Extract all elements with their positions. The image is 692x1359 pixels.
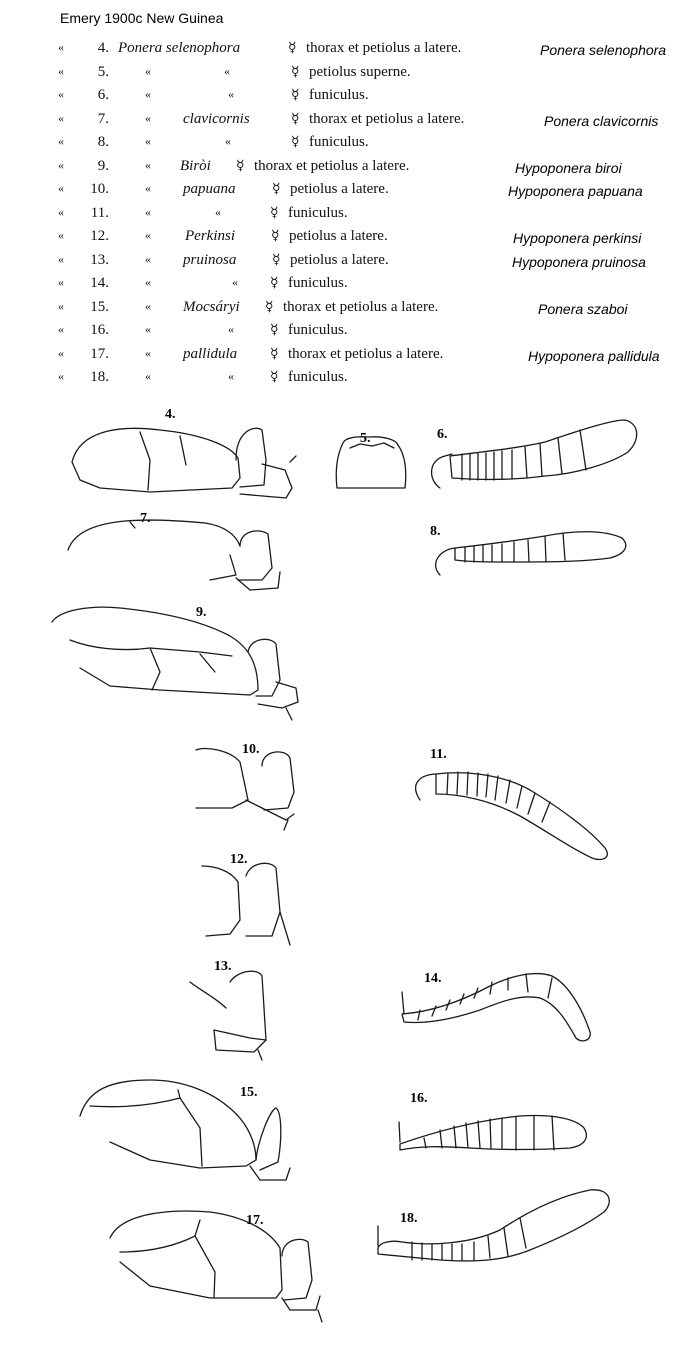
figure-10-petiole [196, 749, 294, 831]
legend-row [0, 40, 692, 62]
species-name: pruinosa [183, 251, 237, 268]
figure-number: 18. [90, 369, 109, 385]
ditto-mark: « [58, 110, 64, 125]
species-name: Mocsáryi [183, 298, 240, 315]
worker-symbol-icon: ☿ [291, 87, 300, 103]
genus-ditto-mark: « [145, 63, 151, 78]
figure-label: 6. [437, 427, 448, 442]
figure-number: 15. [90, 298, 109, 315]
figure-label: 7. [140, 511, 151, 526]
worker-symbol-icon: ☿ [291, 134, 300, 150]
figure-8-funiculus [436, 532, 626, 575]
body-part-caption: funiculus. [288, 275, 348, 291]
legend-row [0, 111, 692, 133]
ditto-mark: « [58, 345, 64, 360]
figure-12-petiole [202, 863, 290, 945]
species-name: « [228, 322, 234, 336]
body-part-caption: funiculus. [309, 87, 369, 103]
figure-9-thorax-petiole [52, 607, 298, 720]
figure-number: 10. [90, 181, 109, 197]
current-name-annotation: Hypoponera papuana [508, 183, 643, 199]
figure-label: 17. [246, 1213, 264, 1228]
species-name: « [215, 204, 221, 219]
worker-symbol-icon: ☿ [291, 110, 300, 127]
ditto-mark: « [58, 204, 64, 219]
body-part-caption: funiculus. [288, 322, 348, 338]
current-name-annotation: Hypoponera pallidula [528, 347, 660, 364]
current-name-annotation: Ponera szaboi [538, 300, 628, 317]
plate-figures [0, 390, 692, 1359]
body-part-caption: funiculus. [288, 369, 348, 385]
genus-ditto-mark: « [145, 157, 151, 172]
species-name: Perkinsi [185, 228, 235, 244]
ditto-mark: « [58, 251, 64, 266]
figure-label: 10. [242, 742, 260, 757]
species-name: clavicornis [183, 110, 250, 127]
genus-ditto-mark: « [145, 204, 151, 219]
legend-row [0, 158, 692, 180]
figure-number: 7. [97, 110, 109, 127]
page-title: Emery 1900c New Guinea [60, 10, 224, 26]
worker-symbol-icon: ☿ [271, 228, 280, 244]
current-name-annotation: Hypoponera biroi [515, 159, 622, 176]
species-name: Biròi [180, 157, 211, 174]
worker-symbol-icon: ☿ [270, 345, 279, 362]
genus-ditto-mark: « [145, 298, 151, 313]
figure-label: 11. [430, 747, 447, 762]
figure-number: 4. [97, 40, 109, 56]
genus-ditto-mark: « [145, 110, 151, 125]
figure-number: 17. [90, 345, 109, 362]
species-name: « [224, 63, 230, 78]
figure-4-thorax-petiole [72, 428, 296, 498]
worker-symbol-icon: ☿ [270, 204, 279, 221]
figure-16-funiculus [399, 1116, 586, 1151]
ditto-mark: « [58, 63, 64, 78]
body-part-caption: thorax et petiolus a latere. [254, 157, 410, 174]
legend-row [0, 87, 692, 109]
figure-number: 16. [90, 322, 109, 338]
figure-label: 5. [360, 431, 371, 446]
figure-15-thorax-petiole [80, 1080, 290, 1180]
body-part-caption: thorax et petiolus a latere. [306, 40, 462, 56]
figure-number: 6. [97, 87, 109, 103]
ditto-mark: « [58, 228, 64, 242]
worker-symbol-icon: ☿ [270, 322, 279, 338]
legend-row [0, 228, 692, 250]
ditto-mark: « [58, 87, 64, 101]
worker-symbol-icon: ☿ [288, 40, 297, 56]
body-part-caption: petiolus superne. [309, 63, 411, 80]
legend-row [0, 64, 692, 86]
species-name: papuana [183, 181, 236, 197]
worker-symbol-icon: ☿ [236, 157, 245, 174]
ditto-mark: « [58, 40, 64, 54]
legend-row [0, 346, 692, 368]
figure-label: 4. [165, 407, 176, 422]
figure-13-petiole [190, 971, 266, 1060]
worker-symbol-icon: ☿ [272, 181, 281, 197]
figure-label: 13. [214, 959, 232, 974]
figure-label: 8. [430, 524, 441, 539]
body-part-caption: funiculus. [288, 204, 348, 221]
figure-label: 14. [424, 971, 442, 986]
figure-number: 9. [97, 157, 109, 174]
figure-label: 12. [230, 852, 248, 867]
ditto-mark: « [58, 369, 64, 383]
species-name: « [232, 275, 238, 289]
figure-label: 16. [410, 1091, 428, 1106]
body-part-caption: petiolus a latere. [289, 228, 388, 244]
ditto-mark: « [58, 275, 64, 289]
species-name: « [225, 134, 231, 148]
species-name: Ponera selenophora [118, 40, 241, 56]
figure-number: 5. [97, 63, 109, 80]
figure-label: 9. [196, 605, 207, 620]
current-name-annotation: Ponera clavicornis [544, 112, 659, 129]
genus-ditto-mark: « [145, 251, 151, 266]
figure-5-petiole-dorsal [336, 437, 405, 488]
figure-label: 18. [400, 1211, 418, 1226]
figure-6-funiculus [432, 420, 637, 488]
worker-symbol-icon: ☿ [270, 369, 279, 385]
figure-number: 14. [90, 275, 109, 291]
genus-ditto-mark: « [145, 228, 151, 242]
worker-symbol-icon: ☿ [265, 298, 274, 315]
legend-row [0, 252, 692, 274]
body-part-caption: petiolus a latere. [290, 251, 389, 268]
species-name: « [228, 369, 234, 383]
genus-ditto-mark: « [145, 345, 151, 360]
legend-row [0, 275, 692, 297]
ditto-mark: « [58, 298, 64, 313]
body-part-caption: thorax et petiolus a latere. [309, 110, 465, 127]
figure-number: 8. [97, 134, 109, 150]
figure-7-thorax-petiole [68, 520, 280, 590]
figure-label: 15. [240, 1085, 258, 1100]
genus-ditto-mark: « [145, 322, 151, 336]
figure-number: 11. [90, 204, 109, 221]
worker-symbol-icon: ☿ [272, 251, 281, 268]
legend-row [0, 134, 692, 156]
legend-row [0, 299, 692, 321]
genus-ditto-mark: « [145, 275, 151, 289]
ditto-mark: « [58, 157, 64, 172]
worker-symbol-icon: ☿ [270, 275, 279, 291]
body-part-caption: petiolus a latere. [290, 181, 389, 197]
legend-row [0, 205, 692, 227]
genus-ditto-mark: « [145, 369, 151, 383]
figure-11-funiculus [416, 772, 608, 860]
ditto-mark: « [58, 134, 64, 148]
body-part-caption: thorax et petiolus a latere. [283, 298, 439, 315]
figure-number: 12. [90, 228, 109, 244]
genus-ditto-mark: « [145, 181, 151, 195]
figure-17-thorax-petiole [110, 1211, 322, 1322]
current-name-annotation: Hypoponera pruinosa [512, 253, 646, 270]
current-name-annotation: Hypoponera perkinsi [513, 230, 642, 246]
body-part-caption: funiculus. [309, 134, 369, 150]
figure-number: 13. [90, 251, 109, 268]
species-name: « [228, 87, 234, 101]
ditto-mark: « [58, 181, 64, 195]
species-name: pallidula [183, 345, 238, 362]
genus-ditto-mark: « [145, 134, 151, 148]
ditto-mark: « [58, 322, 64, 336]
legend-row [0, 322, 692, 344]
legend-row [0, 181, 692, 203]
genus-ditto-mark: « [145, 87, 151, 101]
legend-row [0, 369, 692, 391]
current-name-annotation: Ponera selenophora [540, 42, 667, 58]
worker-symbol-icon: ☿ [291, 63, 300, 80]
body-part-caption: thorax et petiolus a latere. [288, 345, 444, 362]
